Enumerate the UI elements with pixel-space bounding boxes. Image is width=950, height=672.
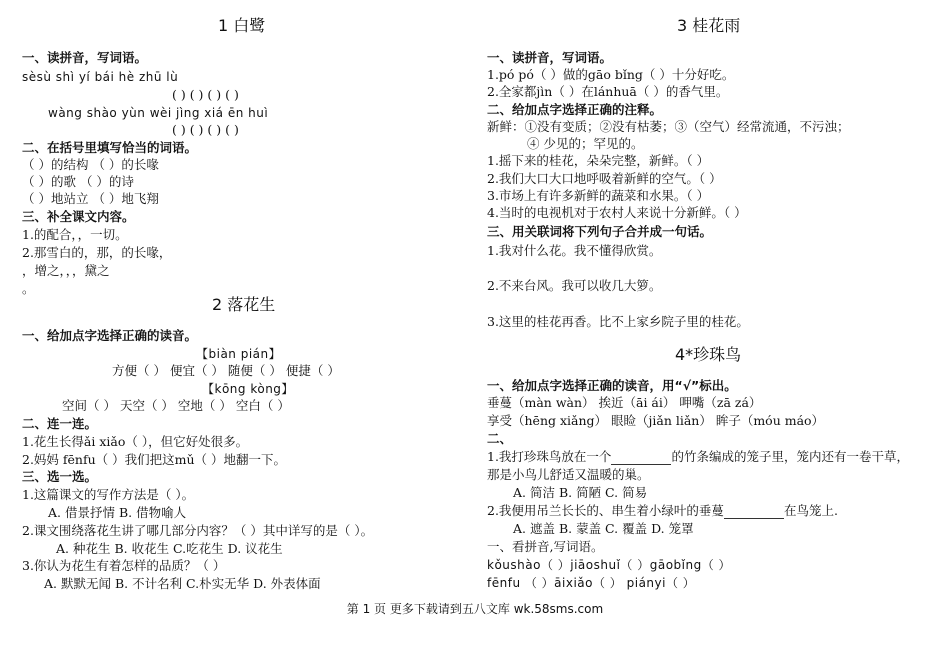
pinyin-row: wàng shào yùn wèi jìng xiá ēn huì (48, 106, 269, 120)
section-heading: 一、读拼音，写词语。 (22, 50, 148, 65)
fill-line: （ ）的结构 （ ）的长喙 (22, 157, 159, 172)
text-line: 4.当时的电视机对于农村人来说十分新鲜。（ ） (487, 205, 747, 220)
section-heading: 二、连一连。 (22, 416, 98, 431)
text-line: 3.市场上有许多新鲜的蔬菜和水果。（ ） (487, 188, 710, 203)
text-line: 1.摇下来的桂花，朵朵完整，新鲜。（ ） (487, 153, 710, 168)
text-line: 2.那雪白的，那，的长喙， (22, 245, 172, 260)
question: 1.这篇课文的写作方法是（ ）。 (22, 487, 195, 502)
lesson-1-title: 1 白鹭 (218, 16, 266, 35)
answer-blank (611, 452, 671, 465)
fill-line: （ ）地站立 （ ）地飞翔 (22, 191, 159, 206)
options: A. 借景抒情 B. 借物喻人 (48, 505, 187, 520)
question: 3.你认为花生有着怎样的品质？（ ） (22, 558, 226, 573)
blank-row: ( ) ( ) ( ) ( ) (172, 122, 239, 137)
section-heading: 二、给加点字选择正确的注释。 (487, 102, 663, 117)
answer-blank (724, 506, 784, 519)
pinyin-row: kǒushào（ ）jiāoshuǐ（ ）gāobǐng（ ） (487, 558, 732, 572)
lesson-4-title: 4*珍珠鸟 (675, 345, 742, 364)
pinyin-row: fēnfu （ ）āixiǎo（ ） piányi（ ） (487, 576, 696, 590)
section-heading: 二、 (487, 431, 513, 446)
question: 2.课文围绕落花生讲了哪几部分内容？（ ）其中详写的是（ ）。 (22, 523, 374, 538)
section-heading: 三、选一选。 (22, 469, 98, 484)
pinyin-options: 【biàn pián】 (196, 347, 282, 361)
definition-line: 新鲜：①没有变质；②没有枯萎；③（空气）经常流通，不污浊； (487, 119, 850, 134)
lesson-2-title: 2 落花生 (212, 295, 276, 314)
fill-sentence (487, 503, 838, 519)
text-line: 。 (22, 281, 35, 296)
text-line: 3.这里的桂花再香。比不上家乡院子里的桂花。 (487, 314, 749, 329)
pinyin-options: 【kōng kòng】 (202, 382, 294, 396)
options: A. 简洁 B. 简陋 C. 简易 (513, 485, 648, 500)
section-heading: 二、在括号里填写恰当的词语。 (22, 140, 198, 155)
sentence-part: 的竹条编成的笼子里，笼内还有一卷干草， (671, 449, 909, 464)
blank-row: ( ) ( ) ( ) ( ) (172, 87, 239, 102)
section-heading: 一、看拼音,写词语。 (487, 539, 604, 554)
section-heading: 一、给加点字选择正确的读音，用“√”标出。 (487, 378, 737, 393)
lesson-3-title: 3 桂花雨 (677, 16, 741, 35)
text-line: 1.花生长得ǎi xiǎo（ ），但它好处很多。 (22, 434, 249, 449)
pinyin-row: sèsù shì yí bái hè zhū lù (22, 70, 179, 84)
section-heading: 一、给加点字选择正确的读音。 (22, 328, 198, 343)
section-heading: 一、读拼音，写词语。 (487, 50, 613, 65)
word-row: 空间（ ） 天空（ ） 空地（ ） 空白（ ） (62, 398, 290, 413)
sentence-part: 在鸟笼上. (783, 503, 838, 518)
text-line: 享受（hēng xiǎng） 眼睑（jiǎn liǎn） 眸子（móu máo） (487, 413, 825, 428)
section-heading: 三、补全课文内容。 (22, 209, 135, 224)
fill-sentence (487, 449, 909, 465)
word-row: 方便（ ） 便宜（ ） 随便（ ） 便捷（ ） (112, 363, 340, 378)
text-line: 2.我们大口大口地呼吸着新鲜的空气。（ ） (487, 171, 722, 186)
sentence-part: 2.我便用吊兰长长的、串生着小绿叶的垂蔓 (487, 503, 724, 518)
text-line: 1.的配合，，一切。 (22, 227, 128, 242)
text-line: 2.不来台风。我可以收几大箩。 (487, 278, 662, 293)
text-line: ，增之，，，黛之 (22, 263, 110, 278)
text-line: 那是小鸟儿舒适又温暖的巢。 (487, 467, 650, 482)
text-line: 2.妈妈 fēnfu（ ）我们把这mǔ（ ）地翻一下。 (22, 452, 287, 467)
options: A. 遮盖 B. 蒙盖 C. 覆盖 D. 笼罩 (513, 521, 694, 536)
text-line: 2.全家都jìn（ ）在lánhuā（ ）的香气里。 (487, 84, 729, 99)
section-heading: 三、用关联词将下列句子合并成一句话。 (487, 224, 713, 239)
fill-line: （ ）的歌 （ ）的诗 (22, 174, 134, 189)
text-line: 1.pó pó（ ）做的gāo bǐng（ ）十分好吃。 (487, 67, 735, 82)
options: A. 种花生 B. 收花生 C.吃花生 D. 议花生 (56, 541, 283, 556)
text-line: 1.我对什么花。我不懂得欣赏。 (487, 243, 662, 258)
sentence-part: 1.我打珍珠鸟放在一个 (487, 449, 612, 464)
page-footer: 第 1 页 更多下载请到五八文库 wk.58sms.com (346, 602, 604, 616)
definition-line: ④ 少见的；罕见的。 (527, 136, 644, 151)
text-line: 垂蔓（màn wàn） 挨近（āi ái） 呷嘴（zā zá） (487, 395, 762, 410)
options: A. 默默无闻 B. 不计名利 C.朴实无华 D. 外表体面 (44, 576, 321, 591)
